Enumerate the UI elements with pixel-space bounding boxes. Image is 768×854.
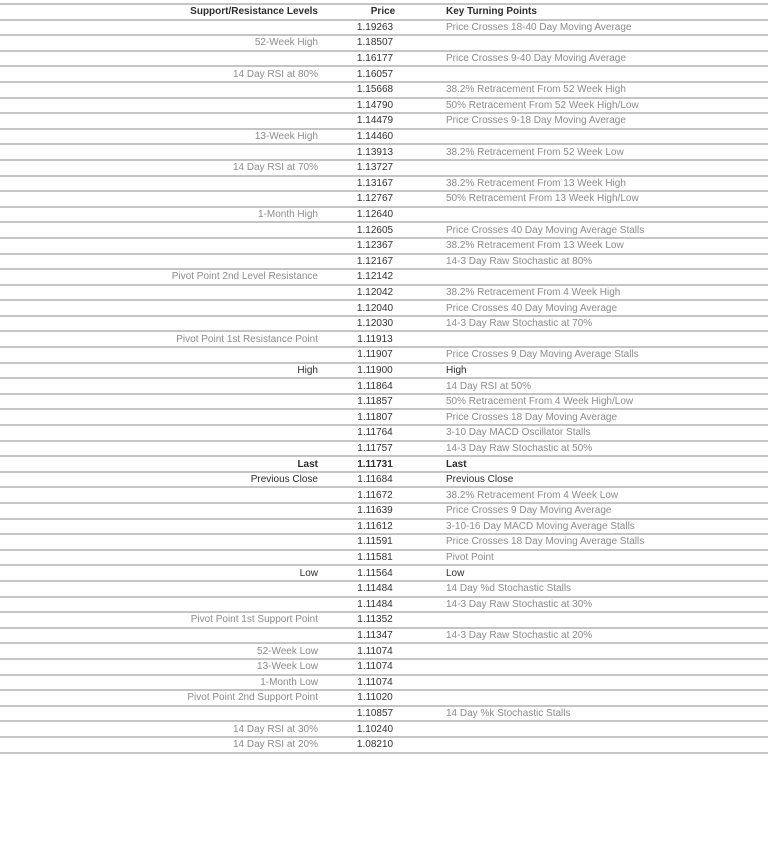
turning-point-cell: 14-3 Day Raw Stochastic at 50%	[446, 442, 593, 454]
price-cell: 1.12142	[356, 271, 394, 283]
turning-point-cell	[432, 207, 768, 223]
price-cell: 1.11074	[357, 661, 393, 673]
price-cell: 1.10857	[356, 708, 394, 720]
table-row	[0, 425, 768, 441]
level-cell	[0, 409, 318, 425]
price-cell: 1.11913	[357, 333, 393, 345]
table-row	[0, 534, 768, 550]
level-cell: 13-Week Low	[257, 661, 318, 673]
table-row	[0, 706, 768, 722]
table-row	[0, 347, 768, 363]
table-row	[0, 66, 768, 82]
turning-point-cell: Price Crosses 9 Day Moving Average Stalls	[446, 349, 639, 361]
turning-point-cell	[432, 66, 768, 82]
turning-point-cell: 14 Day %k Stochastic Stalls	[446, 708, 571, 720]
turning-point-cell: 38.2% Retracement From 52 Week Low	[446, 146, 624, 158]
turning-point-cell	[432, 659, 768, 675]
turning-point-cell: Previous Close	[446, 474, 514, 486]
level-cell	[0, 534, 318, 550]
price-cell: 1.16057	[356, 68, 394, 80]
turning-point-cell: Price Crosses 9-18 Day Moving Average	[446, 115, 626, 127]
turning-point-cell	[432, 721, 768, 737]
table-row	[0, 269, 768, 285]
price-cell: 1.12042	[356, 286, 394, 298]
level-cell: Pivot Point 2nd Level Resistance	[171, 271, 318, 283]
price-cell: 1.14460	[356, 131, 394, 143]
level-cell	[0, 347, 318, 363]
table-row	[0, 597, 768, 613]
level-cell	[0, 51, 318, 67]
turning-point-cell	[432, 269, 768, 285]
price-cell: 1.15668	[356, 84, 394, 96]
price-cell: 1.11864	[357, 380, 393, 392]
turning-point-cell: Price Crosses 9 Day Moving Average	[446, 505, 612, 517]
table-row	[0, 628, 768, 644]
level-cell: 52-Week High	[254, 37, 318, 49]
turning-point-cell: Low	[446, 567, 465, 579]
table-row	[0, 144, 768, 160]
table-row	[0, 316, 768, 332]
turning-point-cell: Price Crosses 18 Day Moving Average	[446, 411, 618, 423]
price-cell: 1.11900	[357, 364, 393, 376]
table-row	[0, 300, 768, 316]
level-cell	[0, 20, 318, 36]
turning-point-cell	[432, 612, 768, 628]
price-cell: 1.13913	[356, 146, 394, 158]
table-row	[0, 456, 768, 472]
level-cell	[0, 550, 318, 566]
price-cell: 1.14790	[356, 99, 394, 111]
price-cell: 1.11020	[357, 692, 393, 704]
price-cell: 1.11484	[357, 598, 393, 610]
table-row	[0, 503, 768, 519]
turning-point-cell: 3-10-16 Day MACD Moving Average Stalls	[446, 520, 635, 532]
level-cell	[0, 300, 318, 316]
level-cell	[0, 597, 318, 613]
price-cell: 1.11764	[357, 427, 393, 439]
table-body	[0, 20, 768, 753]
level-cell	[0, 425, 318, 441]
turning-point-cell: Price Crosses 9-40 Day Moving Average	[446, 53, 626, 65]
price-cell: 1.12030	[356, 318, 394, 330]
turning-point-cell	[432, 690, 768, 706]
turning-point-cell: 50% Retracement From 4 Week High/Low	[446, 396, 634, 408]
support-resistance-table	[0, 3, 768, 754]
price-cell: 1.10240	[356, 723, 394, 735]
turning-point-cell: 14-3 Day Raw Stochastic at 80%	[446, 255, 593, 267]
level-cell: 14 Day RSI at 80%	[232, 68, 318, 80]
level-cell: Last	[297, 458, 318, 470]
table-row	[0, 129, 768, 145]
turning-point-cell: 38.2% Retracement From 4 Week High	[446, 286, 621, 298]
column-header-support-resistance-levels: Support/Resistance Levels	[190, 6, 318, 18]
turning-point-cell: 14 Day RSI at 50%	[446, 380, 532, 392]
level-cell	[0, 503, 318, 519]
price-cell: 1.11907	[357, 349, 393, 361]
price-cell: 1.08210	[356, 739, 394, 751]
turning-point-cell: Pivot Point	[446, 552, 494, 564]
level-cell	[0, 176, 318, 192]
table-row	[0, 176, 768, 192]
level-cell: 1-Month Low	[260, 676, 318, 688]
turning-point-cell	[432, 331, 768, 347]
price-cell: 1.13167	[356, 177, 394, 189]
price-cell: 1.11074	[357, 676, 393, 688]
level-cell	[0, 581, 318, 597]
table-row	[0, 519, 768, 535]
table-row	[0, 51, 768, 67]
turning-point-cell: Price Crosses 40 Day Moving Average	[446, 302, 618, 314]
table-row	[0, 113, 768, 129]
level-cell: 1-Month High	[257, 209, 318, 221]
level-cell	[0, 394, 318, 410]
table-row	[0, 659, 768, 675]
table-row	[0, 82, 768, 98]
price-cell: 1.11672	[357, 489, 393, 501]
column-header-price: Price	[370, 6, 396, 18]
level-cell	[0, 144, 318, 160]
turning-point-cell: Last	[446, 458, 467, 470]
turning-point-cell: 3-10 Day MACD Oscillator Stalls	[446, 427, 591, 439]
level-cell	[0, 706, 318, 722]
table-row	[0, 675, 768, 691]
price-cell: 1.11684	[357, 474, 393, 486]
price-cell: 1.11484	[357, 583, 393, 595]
turning-point-cell: 38.2% Retracement From 13 Week High	[446, 177, 626, 189]
turning-point-cell	[432, 643, 768, 659]
level-cell: Low	[299, 567, 318, 579]
price-cell: 1.11757	[357, 442, 393, 454]
level-cell: 52-Week Low	[257, 645, 318, 657]
level-cell	[0, 113, 318, 129]
level-cell	[0, 238, 318, 254]
table-row	[0, 238, 768, 254]
turning-point-cell: 38.2% Retracement From 52 Week High	[446, 84, 626, 96]
level-cell: Pivot Point 1st Resistance Point	[176, 333, 318, 345]
table-row	[0, 643, 768, 659]
table-row	[0, 565, 768, 581]
price-cell: 1.11807	[357, 411, 393, 423]
price-cell: 1.11591	[357, 536, 393, 548]
price-cell: 1.12640	[356, 209, 394, 221]
table-row	[0, 285, 768, 301]
level-cell: Previous Close	[250, 474, 318, 486]
level-cell: 14 Day RSI at 70%	[232, 162, 318, 174]
price-cell: 1.12605	[356, 224, 394, 236]
table-row	[0, 222, 768, 238]
level-cell	[0, 378, 318, 394]
level-cell	[0, 519, 318, 535]
price-cell: 1.12167	[356, 255, 394, 267]
price-cell: 1.13727	[356, 162, 394, 174]
table-row	[0, 207, 768, 223]
price-cell: 1.11352	[357, 614, 393, 626]
table-row	[0, 378, 768, 394]
table-row	[0, 20, 768, 36]
turning-point-cell: 14-3 Day Raw Stochastic at 70%	[446, 318, 593, 330]
price-cell: 1.11074	[357, 645, 393, 657]
level-cell: 13-Week High	[254, 131, 318, 143]
price-cell: 1.14479	[356, 115, 394, 127]
table-row	[0, 191, 768, 207]
table-row	[0, 394, 768, 410]
table-row	[0, 35, 768, 51]
price-cell: 1.18507	[356, 37, 394, 49]
price-cell: 1.12040	[356, 302, 394, 314]
turning-point-cell	[432, 675, 768, 691]
turning-point-cell	[432, 129, 768, 145]
level-cell	[0, 285, 318, 301]
table-row	[0, 472, 768, 488]
table-row	[0, 331, 768, 347]
level-cell	[0, 191, 318, 207]
turning-point-cell	[432, 737, 768, 753]
price-cell: 1.11731	[357, 458, 393, 470]
level-cell: High	[297, 364, 318, 376]
table-row	[0, 581, 768, 597]
turning-point-cell	[432, 35, 768, 51]
table-row	[0, 160, 768, 176]
level-cell: 14 Day RSI at 30%	[232, 723, 318, 735]
price-cell: 1.16177	[356, 53, 394, 65]
level-cell	[0, 222, 318, 238]
turning-point-cell: 14-3 Day Raw Stochastic at 30%	[446, 598, 593, 610]
column-header-key-turning-points: Key Turning Points	[446, 6, 537, 18]
table-row	[0, 98, 768, 114]
level-cell	[0, 441, 318, 457]
price-cell: 1.19263	[356, 21, 394, 33]
level-cell	[0, 628, 318, 644]
level-cell	[0, 316, 318, 332]
turning-point-cell: 14 Day %d Stochastic Stalls	[446, 583, 572, 595]
price-cell: 1.12767	[356, 193, 394, 205]
table-header-row	[0, 4, 768, 20]
level-cell: Pivot Point 2nd Support Point	[187, 692, 318, 704]
level-cell	[0, 98, 318, 114]
table-row	[0, 737, 768, 753]
table-row	[0, 690, 768, 706]
turning-point-cell: 38.2% Retracement From 4 Week Low	[446, 489, 619, 501]
table-row	[0, 441, 768, 457]
price-cell: 1.11581	[357, 552, 393, 564]
level-cell	[0, 487, 318, 503]
level-cell	[0, 254, 318, 270]
price-cell: 1.11564	[357, 567, 393, 579]
table-row	[0, 363, 768, 379]
turning-point-cell: 14-3 Day Raw Stochastic at 20%	[446, 630, 593, 642]
table-row	[0, 612, 768, 628]
turning-point-cell: 50% Retracement From 13 Week High/Low	[446, 193, 639, 205]
turning-point-cell: 50% Retracement From 52 Week High/Low	[446, 99, 639, 111]
turning-point-cell: Price Crosses 18 Day Moving Average Stalls	[446, 536, 645, 548]
price-cell: 1.11347	[357, 630, 393, 642]
level-cell	[0, 82, 318, 98]
turning-point-cell: High	[446, 364, 467, 376]
turning-point-cell: Price Crosses 18-40 Day Moving Average	[446, 21, 632, 33]
price-cell: 1.11612	[357, 520, 393, 532]
level-cell: 14 Day RSI at 20%	[232, 739, 318, 751]
table-row	[0, 487, 768, 503]
turning-point-cell: 38.2% Retracement From 13 Week Low	[446, 240, 624, 252]
turning-point-cell	[432, 160, 768, 176]
table-row	[0, 409, 768, 425]
table-row	[0, 254, 768, 270]
table-row	[0, 721, 768, 737]
price-cell: 1.12367	[356, 240, 394, 252]
level-cell: Pivot Point 1st Support Point	[190, 614, 318, 626]
turning-point-cell: Price Crosses 40 Day Moving Average Stalls	[446, 224, 645, 236]
table-row	[0, 550, 768, 566]
price-cell: 1.11857	[357, 396, 393, 408]
price-cell: 1.11639	[357, 505, 393, 517]
